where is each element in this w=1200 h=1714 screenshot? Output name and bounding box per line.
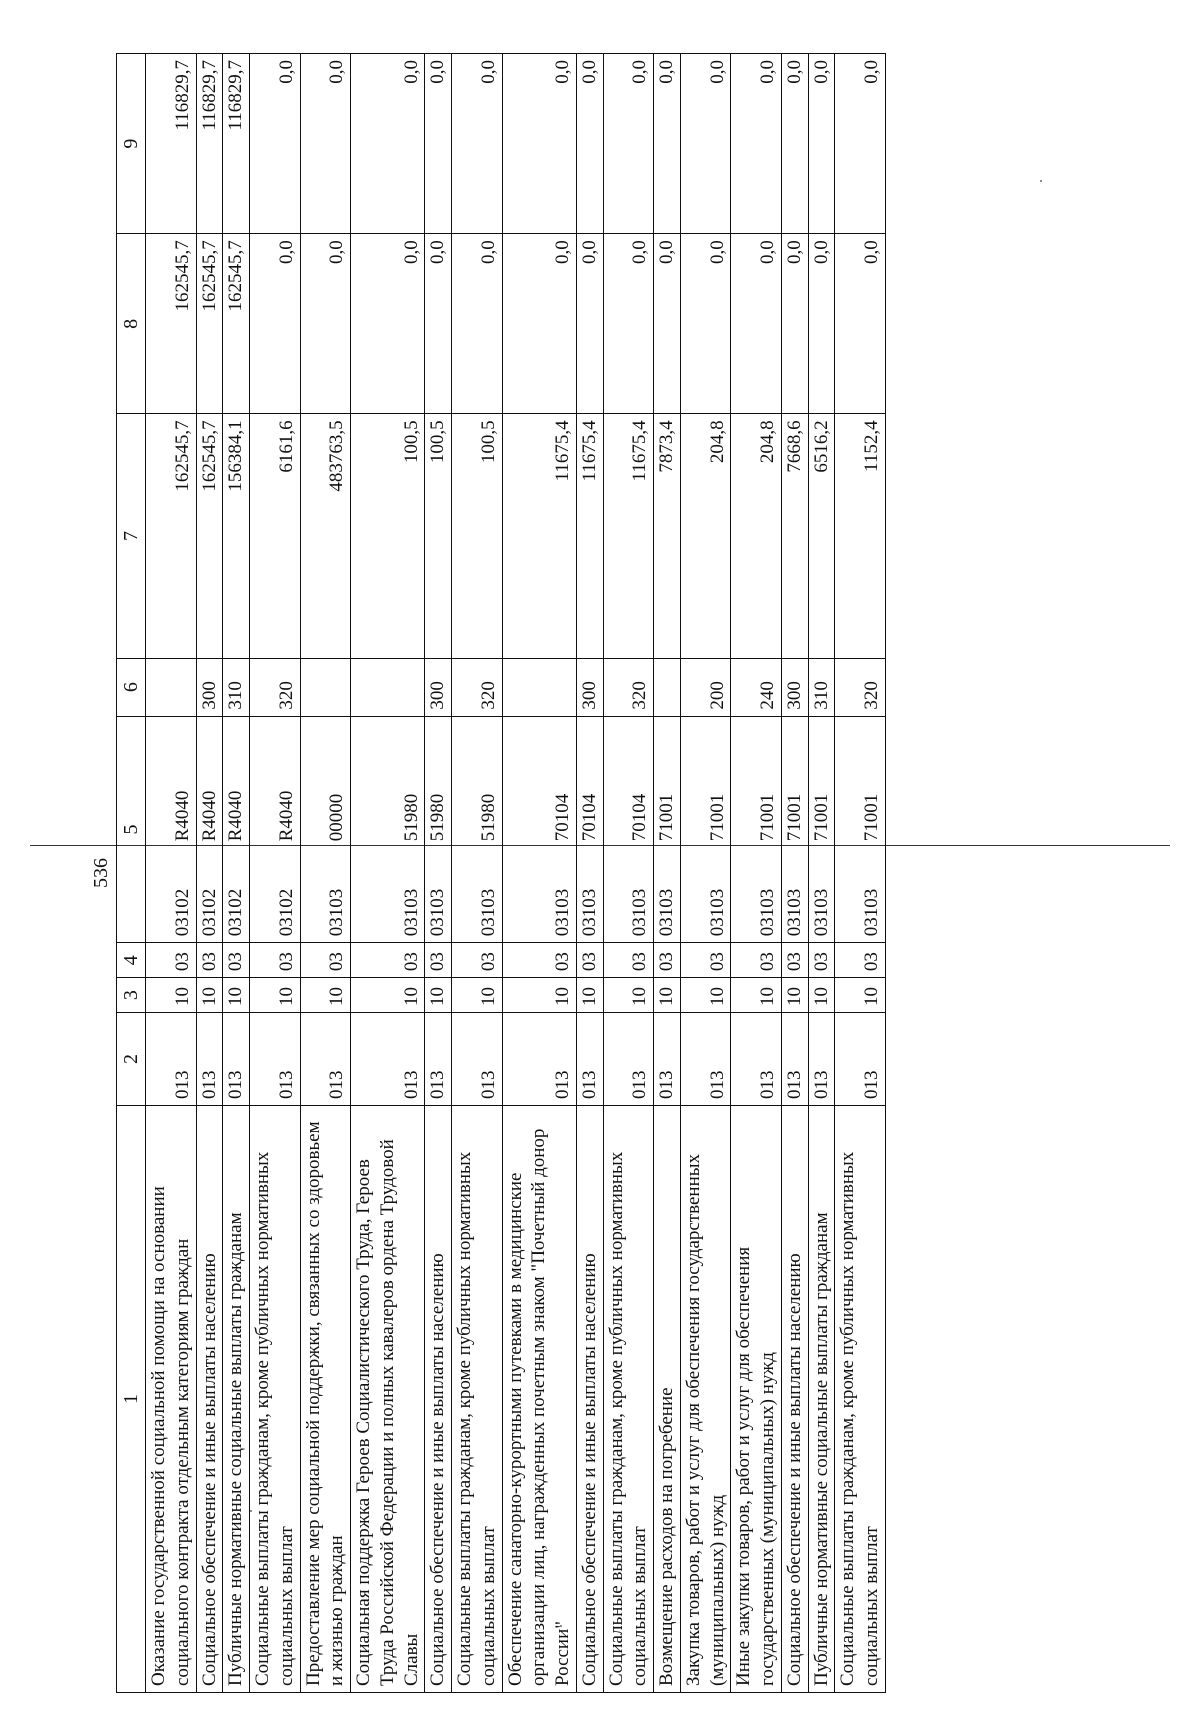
row-name-cell: Обеспечение санаторно-курортными путевками в медицинские организации лиц, награжденных почетным знаком "Почетный донор России" (502, 1105, 576, 1692)
amount-col9-cell: 0,0 (250, 54, 301, 234)
table-row (603, 54, 654, 1693)
target-article-direction-code: 70104 (578, 793, 600, 842)
section-cell: 10 (654, 978, 681, 1013)
admin-code-cell: 013 (351, 1013, 425, 1106)
amount-col7-cell: 7873,4 (654, 414, 681, 658)
expense-type-cell (351, 658, 425, 716)
target-article-cell (223, 716, 250, 943)
amount-col9-cell: 0,0 (835, 54, 886, 234)
amount-col9-cell: 0,0 (731, 54, 782, 234)
expense-type-cell: 300 (576, 658, 603, 716)
table-row (146, 54, 197, 1693)
target-article-direction-code: 71001 (706, 793, 728, 842)
expense-type-cell (300, 658, 351, 716)
amount-col8-cell: 0,0 (603, 234, 654, 414)
section-cell: 10 (223, 978, 250, 1013)
target-article-cell (300, 716, 351, 943)
amount-col7-cell: 156384,1 (223, 414, 250, 658)
section-cell: 10 (835, 978, 886, 1013)
amount-col8-cell: 0,0 (250, 234, 301, 414)
target-article-cell (502, 716, 576, 943)
amount-col7-cell: 6161,6 (250, 414, 301, 658)
row-name-cell: Социальная поддержка Героев Социалистического Труда, Героев Труда Российской Федерации и полных кавалеров ордена Трудовой Славы (351, 1105, 425, 1692)
expense-type-cell: 320 (452, 658, 503, 716)
target-article-direction-code: R4040 (198, 790, 220, 842)
table-row (223, 54, 250, 1693)
amount-col8-cell: 0,0 (576, 234, 603, 414)
amount-col8-cell: 0,0 (680, 234, 731, 414)
amount-col8-cell: 0,0 (731, 234, 782, 414)
table-row (680, 54, 731, 1693)
amount-col8-cell: 0,0 (452, 234, 503, 414)
admin-code-cell: 013 (300, 1013, 351, 1106)
expense-type-cell: 320 (835, 658, 886, 716)
amount-col9-cell: 0,0 (300, 54, 351, 234)
subsection-cell: 03 (223, 943, 250, 978)
header-cell-4: 4 (117, 943, 146, 978)
admin-code-cell: 013 (781, 1013, 808, 1106)
amount-col8-cell: 162545,7 (196, 234, 223, 414)
target-article-cell (351, 716, 425, 943)
row-name-cell: Иные закупки товаров, работ и услуг для обеспечения государственных (муниципальных) нужд (731, 1105, 782, 1692)
amount-col7-cell: 6516,2 (808, 414, 835, 658)
target-article-direction-code: 70104 (552, 793, 573, 842)
header-cell-2: 2 (117, 1013, 146, 1106)
section-cell: 10 (576, 978, 603, 1013)
target-article-direction-code: 00000 (326, 793, 348, 842)
subsection-cell: 03 (351, 943, 425, 978)
amount-col7-cell: 11675,4 (603, 414, 654, 658)
table-row (425, 54, 452, 1693)
expense-type-cell: 240 (731, 658, 782, 716)
subsection-cell: 03 (835, 943, 886, 978)
admin-code-cell: 013 (654, 1013, 681, 1106)
expense-type-cell: 200 (680, 658, 731, 716)
amount-col8-cell: 0,0 (425, 234, 452, 414)
amount-col9-cell: 0,0 (603, 54, 654, 234)
admin-code-cell: 013 (196, 1013, 223, 1106)
target-article-direction-code: 71001 (861, 793, 882, 842)
section-cell: 10 (250, 978, 301, 1013)
target-article-cell (781, 716, 808, 943)
amount-col9-cell: 0,0 (425, 54, 452, 234)
row-name-cell: Публичные нормативные социальные выплаты гражданам (223, 1105, 250, 1692)
amount-col8-cell: 0,0 (654, 234, 681, 414)
section-cell: 10 (196, 978, 223, 1013)
table-header-row (117, 54, 146, 1693)
row-name-cell: Социальное обеспечение и иные выплаты населению (576, 1105, 603, 1692)
subsection-cell: 03 (425, 943, 452, 978)
table-row (835, 54, 886, 1693)
target-article-direction-code: 71001 (757, 793, 778, 842)
target-article-cell (576, 716, 603, 943)
header-cell-5: 5 (117, 716, 146, 943)
admin-code-cell: 013 (146, 1013, 197, 1106)
amount-col8-cell: 162545,7 (146, 234, 197, 414)
amount-col7-cell: 100,5 (351, 414, 425, 658)
target-article-program-code: 03103 (861, 888, 882, 937)
subsection-cell: 03 (196, 943, 223, 978)
row-name-cell: Социальные выплаты гражданам, кроме публичных нормативных социальных выплат (603, 1105, 654, 1692)
amount-col8-cell: 0,0 (351, 234, 425, 414)
target-article-program-code: 03103 (427, 888, 449, 937)
target-article-cell (654, 716, 681, 943)
table-row (452, 54, 503, 1693)
target-article-cell (452, 716, 503, 943)
amount-col8-cell: 0,0 (502, 234, 576, 414)
header-cell-9: 9 (117, 54, 146, 234)
admin-code-cell: 013 (808, 1013, 835, 1106)
target-article-cell (250, 716, 301, 943)
table-row (351, 54, 425, 1693)
target-article-cell (603, 716, 654, 943)
header-cell-7: 7 (117, 414, 146, 658)
budget-table (116, 53, 886, 1693)
target-article-program-code: 03103 (706, 888, 728, 937)
target-article-direction-code: 51980 (477, 793, 499, 842)
amount-col9-cell: 116829,7 (146, 54, 197, 234)
target-article-direction-code: 71001 (783, 793, 805, 842)
target-article-program-code: 03102 (225, 888, 247, 937)
target-article-program-code: 03103 (810, 888, 832, 937)
amount-col8-cell: 162545,7 (223, 234, 250, 414)
target-article-direction-code: R4040 (275, 790, 297, 842)
admin-code-cell: 013 (250, 1013, 301, 1106)
admin-code-cell: 013 (603, 1013, 654, 1106)
amount-col9-cell: 0,0 (502, 54, 576, 234)
expense-type-cell (654, 658, 681, 716)
subsection-cell: 03 (731, 943, 782, 978)
amount-col8-cell: 0,0 (781, 234, 808, 414)
subsection-cell: 03 (300, 943, 351, 978)
row-name-cell: Социальное обеспечение и иные выплаты населению (425, 1105, 452, 1692)
header-cell-6: 6 (117, 658, 146, 716)
amount-col7-cell: 204,8 (680, 414, 731, 658)
table-row (196, 54, 223, 1693)
amount-col7-cell: 11675,4 (502, 414, 576, 658)
target-article-direction-code: 71001 (656, 793, 677, 842)
admin-code-cell: 013 (452, 1013, 503, 1106)
amount-col9-cell: 0,0 (781, 54, 808, 234)
target-article-direction-code: 51980 (400, 793, 422, 842)
expense-type-cell (502, 658, 576, 716)
target-article-program-code: 03102 (171, 888, 193, 937)
target-article-program-code: 03103 (629, 888, 651, 937)
target-article-cell (425, 716, 452, 943)
amount-col7-cell: 100,5 (452, 414, 503, 658)
subsection-cell: 03 (603, 943, 654, 978)
section-cell: 10 (300, 978, 351, 1013)
amount-col9-cell: 116829,7 (223, 54, 250, 234)
target-article-program-code: 03103 (757, 888, 778, 937)
admin-code-cell: 013 (835, 1013, 886, 1106)
target-article-program-code: 03103 (400, 888, 422, 937)
admin-code-cell: 013 (680, 1013, 731, 1106)
subsection-cell: 03 (146, 943, 197, 978)
amount-col9-cell: 0,0 (654, 54, 681, 234)
rotated-page-content (90, 53, 1090, 1693)
expense-type-cell: 300 (196, 658, 223, 716)
target-article-program-code: 03103 (326, 888, 348, 937)
table-row (731, 54, 782, 1693)
section-cell: 10 (351, 978, 425, 1013)
target-article-program-code: 03103 (656, 888, 677, 937)
subsection-cell: 03 (654, 943, 681, 978)
section-cell: 10 (603, 978, 654, 1013)
subsection-cell: 03 (576, 943, 603, 978)
row-name-cell: Социальные выплаты гражданам, кроме публичных нормативных социальных выплат (835, 1105, 886, 1692)
admin-code-cell: 013 (223, 1013, 250, 1106)
target-article-cell (731, 716, 782, 943)
row-name-cell: Публичные нормативные социальные выплаты гражданам (808, 1105, 835, 1692)
amount-col9-cell: 0,0 (452, 54, 503, 234)
amount-col7-cell: 483763,5 (300, 414, 351, 658)
subsection-cell: 03 (452, 943, 503, 978)
amount-col9-cell: 0,0 (808, 54, 835, 234)
expense-type-cell: 300 (781, 658, 808, 716)
amount-col7-cell: 162545,7 (146, 414, 197, 658)
target-article-direction-code: R4040 (225, 790, 247, 842)
section-cell: 10 (425, 978, 452, 1013)
amount-col9-cell: 0,0 (680, 54, 731, 234)
header-cell-8: 8 (117, 234, 146, 414)
target-article-direction-code: 70104 (629, 793, 651, 842)
amount-col7-cell: 100,5 (425, 414, 452, 658)
target-article-cell (808, 716, 835, 943)
amount-col7-cell: 204,8 (731, 414, 782, 658)
table-row (250, 54, 301, 1693)
amount-col9-cell: 0,0 (351, 54, 425, 234)
section-cell: 10 (146, 978, 197, 1013)
target-article-program-code: 03103 (578, 888, 600, 937)
row-name-cell: Оказание государственной социальной помощи на основании социального контракта отдельным категориям граждан (146, 1105, 197, 1692)
expense-type-cell: 300 (425, 658, 452, 716)
target-article-direction-code: 71001 (810, 793, 832, 842)
amount-col8-cell: 0,0 (808, 234, 835, 414)
target-article-cell (680, 716, 731, 943)
section-cell: 10 (680, 978, 731, 1013)
target-article-program-code: 03103 (552, 888, 573, 937)
amount-col9-cell: 116829,7 (196, 54, 223, 234)
admin-code-cell: 013 (502, 1013, 576, 1106)
amount-col7-cell: 11675,4 (576, 414, 603, 658)
table-row (576, 54, 603, 1693)
table-row (781, 54, 808, 1693)
amount-col8-cell: 0,0 (300, 234, 351, 414)
target-article-program-code: 03102 (275, 888, 297, 937)
admin-code-cell: 013 (576, 1013, 603, 1106)
header-cell-1: 1 (117, 1105, 146, 1692)
amount-col7-cell: 162545,7 (196, 414, 223, 658)
target-article-direction-code: R4040 (171, 790, 193, 842)
amount-col8-cell: 0,0 (835, 234, 886, 414)
subsection-cell: 03 (502, 943, 576, 978)
section-cell: 10 (808, 978, 835, 1013)
section-cell: 10 (731, 978, 782, 1013)
row-name-cell: Социальное обеспечение и иные выплаты населению (196, 1105, 223, 1692)
section-cell: 10 (452, 978, 503, 1013)
table-row (654, 54, 681, 1693)
table-row (808, 54, 835, 1693)
row-name-cell: Закупка товаров, работ и услуг для обеспечения государственных (муниципальных) нужд (680, 1105, 731, 1692)
expense-type-cell: 320 (603, 658, 654, 716)
row-name-cell: Социальные выплаты гражданам, кроме публичных нормативных социальных выплат (452, 1105, 503, 1692)
target-article-direction-code: 51980 (427, 793, 449, 842)
target-article-cell (146, 716, 197, 943)
table-row (502, 54, 576, 1693)
admin-code-cell: 013 (425, 1013, 452, 1106)
amount-col7-cell: 7668,6 (781, 414, 808, 658)
subsection-cell: 03 (250, 943, 301, 978)
expense-type-cell: 320 (250, 658, 301, 716)
subsection-cell: 03 (808, 943, 835, 978)
section-cell: 10 (502, 978, 576, 1013)
target-article-program-code: 03103 (477, 888, 499, 937)
amount-col9-cell: 0,0 (576, 54, 603, 234)
header-cell-3: 3 (117, 978, 146, 1013)
subsection-cell: 03 (680, 943, 731, 978)
target-article-cell (196, 716, 223, 943)
target-article-program-code: 03103 (783, 888, 805, 937)
target-article-program-code: 03102 (198, 888, 220, 937)
expense-type-cell: 310 (223, 658, 250, 716)
expense-type-cell: 310 (808, 658, 835, 716)
table-row (300, 54, 351, 1693)
target-article-cell (835, 716, 886, 943)
expense-type-cell (146, 658, 197, 716)
row-name-cell: Социальное обеспечение и иные выплаты населению (781, 1105, 808, 1692)
admin-code-cell: 013 (731, 1013, 782, 1106)
section-cell: 10 (781, 978, 808, 1013)
row-name-cell: Предоставление мер социальной поддержки, связанных со здоровьем и жизнью граждан (300, 1105, 351, 1692)
amount-col7-cell: 1152,4 (835, 414, 886, 658)
row-name-cell: Социальные выплаты гражданам, кроме публичных нормативных социальных выплат (250, 1105, 301, 1692)
subsection-cell: 03 (781, 943, 808, 978)
page-number: 536 (90, 858, 112, 888)
row-name-cell: Возмещение расходов на погребение (654, 1105, 681, 1692)
